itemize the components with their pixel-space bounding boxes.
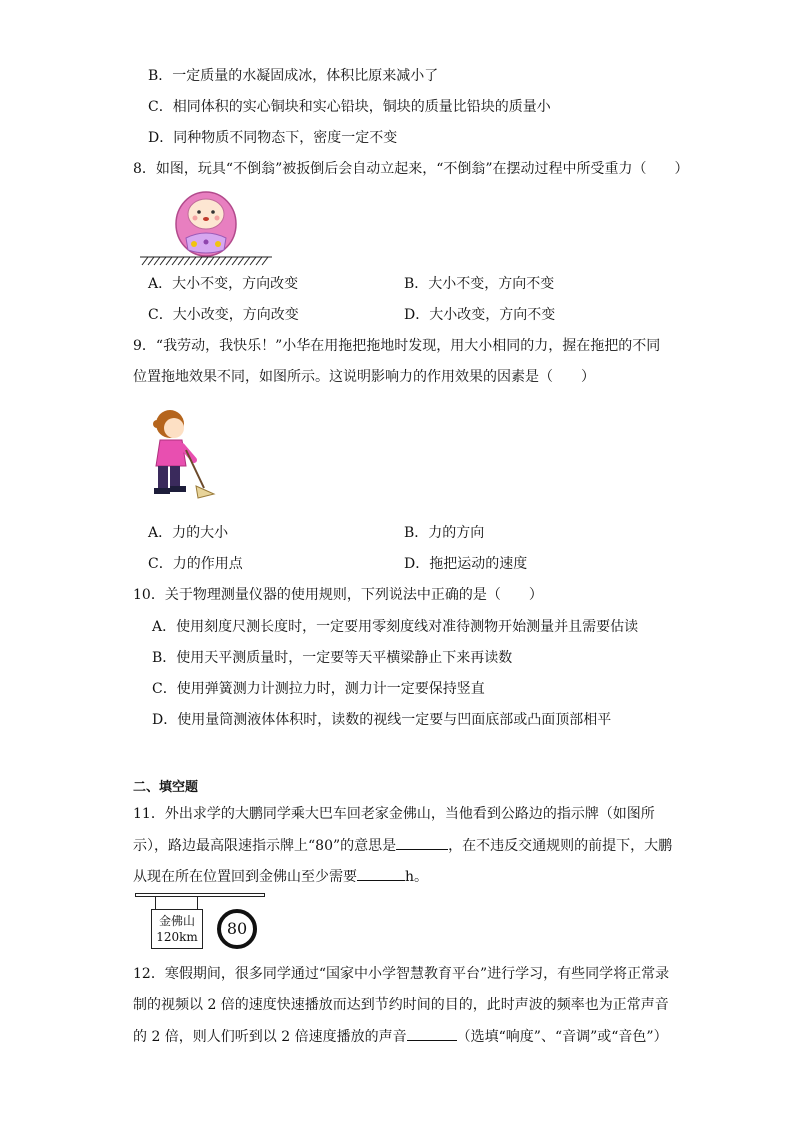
q12-line3 <box>133 1026 668 1047</box>
q9-stem-line1: 9．“我劳动，我快乐！”小华在用拖把拖地时发现，用大小相同的力，握在拖把的不同 <box>133 338 661 354</box>
tumbler-toy-figure <box>138 188 274 268</box>
q9-option-b: B．力的方向 <box>404 525 485 541</box>
q11-line2-pre: 示），路边最高限速指示牌上“80”的意思是 <box>133 838 397 854</box>
q9-option-d: D．拖把运动的速度 <box>404 556 528 572</box>
q12-line3-pre: 的 2 倍，则人们听到以 2 倍速度播放的声音 <box>133 1029 407 1045</box>
q11-line1: 11．外出求学的大鹏同学乘大巴车回老家金佛山，当他看到公路边的指示牌（如图所 <box>133 806 655 822</box>
q11-line2 <box>133 835 672 856</box>
q11-blank-2[interactable] <box>357 866 405 881</box>
sign-hanger-left <box>155 897 156 909</box>
sign-hanger-right <box>197 897 198 909</box>
speed-limit-sign: 80 <box>217 909 257 949</box>
q12-blank[interactable] <box>407 1026 457 1041</box>
q11-line3-post: h。 <box>405 869 429 885</box>
q11-line3-pre: 从现在所在位置回到金佛山至少需要 <box>133 869 357 885</box>
q11-blank-1[interactable] <box>396 835 448 850</box>
distance-sign-km: 120km <box>156 930 198 944</box>
q8-stem: 8．如图，玩具“不倒翁”被扳倒后会自动立起来，“不倒翁”在摆动过程中所受重力（ ） <box>133 161 689 177</box>
q8-option-b: B．大小不变，方向不变 <box>404 276 555 292</box>
q10-option-d: D．使用量筒测液体体积时，读数的视线一定要与凹面底部或凸面顶部相平 <box>152 712 612 728</box>
distance-sign <box>151 909 203 949</box>
q9-option-a: A．力的大小 <box>148 525 229 541</box>
q10-option-c: C．使用弹簧测力计测拉力时，测力计一定要保持竖直 <box>152 681 485 697</box>
q12-line1: 12．寒假期间，很多同学通过“国家中小学智慧教育平台”进行学习，有些同学将正常录 <box>133 966 670 982</box>
q11-line2-post: ，在不违反交通规则的前提下，大鹏 <box>448 838 673 854</box>
distance-sign-place: 金佛山 <box>158 914 195 928</box>
q12-line3-post: （选填“响度”、“音调”或“音色”） <box>456 1029 668 1045</box>
q7-option-b: B．一定质量的水凝固成冰，体积比原来减小了 <box>148 68 439 84</box>
q10-option-b: B．使用天平测质量时，一定要等天平横梁静止下来再读数 <box>152 650 513 666</box>
q10-option-a: A．使用刻度尺测长度时，一定要用零刻度线对准待测物开始测量并且需要估读 <box>152 619 639 635</box>
q9-option-c: C．力的作用点 <box>148 556 243 572</box>
q8-option-d: D．大小改变，方向不变 <box>404 307 556 323</box>
girl-mopping-figure <box>142 402 222 502</box>
girl-mopping-icon <box>153 410 214 498</box>
q11-line3 <box>133 866 428 887</box>
q9-stem-line2: 位置拖地效果不同，如图所示。这说明影响力的作用效果的因素是（ ） <box>133 369 595 385</box>
q10-stem: 10．关于物理测量仪器的使用规则，下列说法中正确的是（ ） <box>133 587 543 603</box>
q8-option-a: A．大小不变，方向改变 <box>148 276 299 292</box>
tumbler-toy-icon <box>176 192 236 256</box>
ground-hatch <box>140 257 272 265</box>
road-sign-figure <box>135 893 267 953</box>
q8-option-c: C．大小改变，方向改变 <box>148 307 299 323</box>
q7-option-c: C．相同体积的实心铜块和实心铅块，铜块的质量比铅块的质量小 <box>148 99 551 115</box>
q7-option-d: D．同种物质不同物态下，密度一定不变 <box>148 130 398 146</box>
section-heading-fill-in: 二、填空题 <box>133 780 199 795</box>
q12-line2: 制的视频以 2 倍的速度快速播放而达到节约时间的目的，此时声波的频率也为正常声音 <box>133 997 669 1013</box>
